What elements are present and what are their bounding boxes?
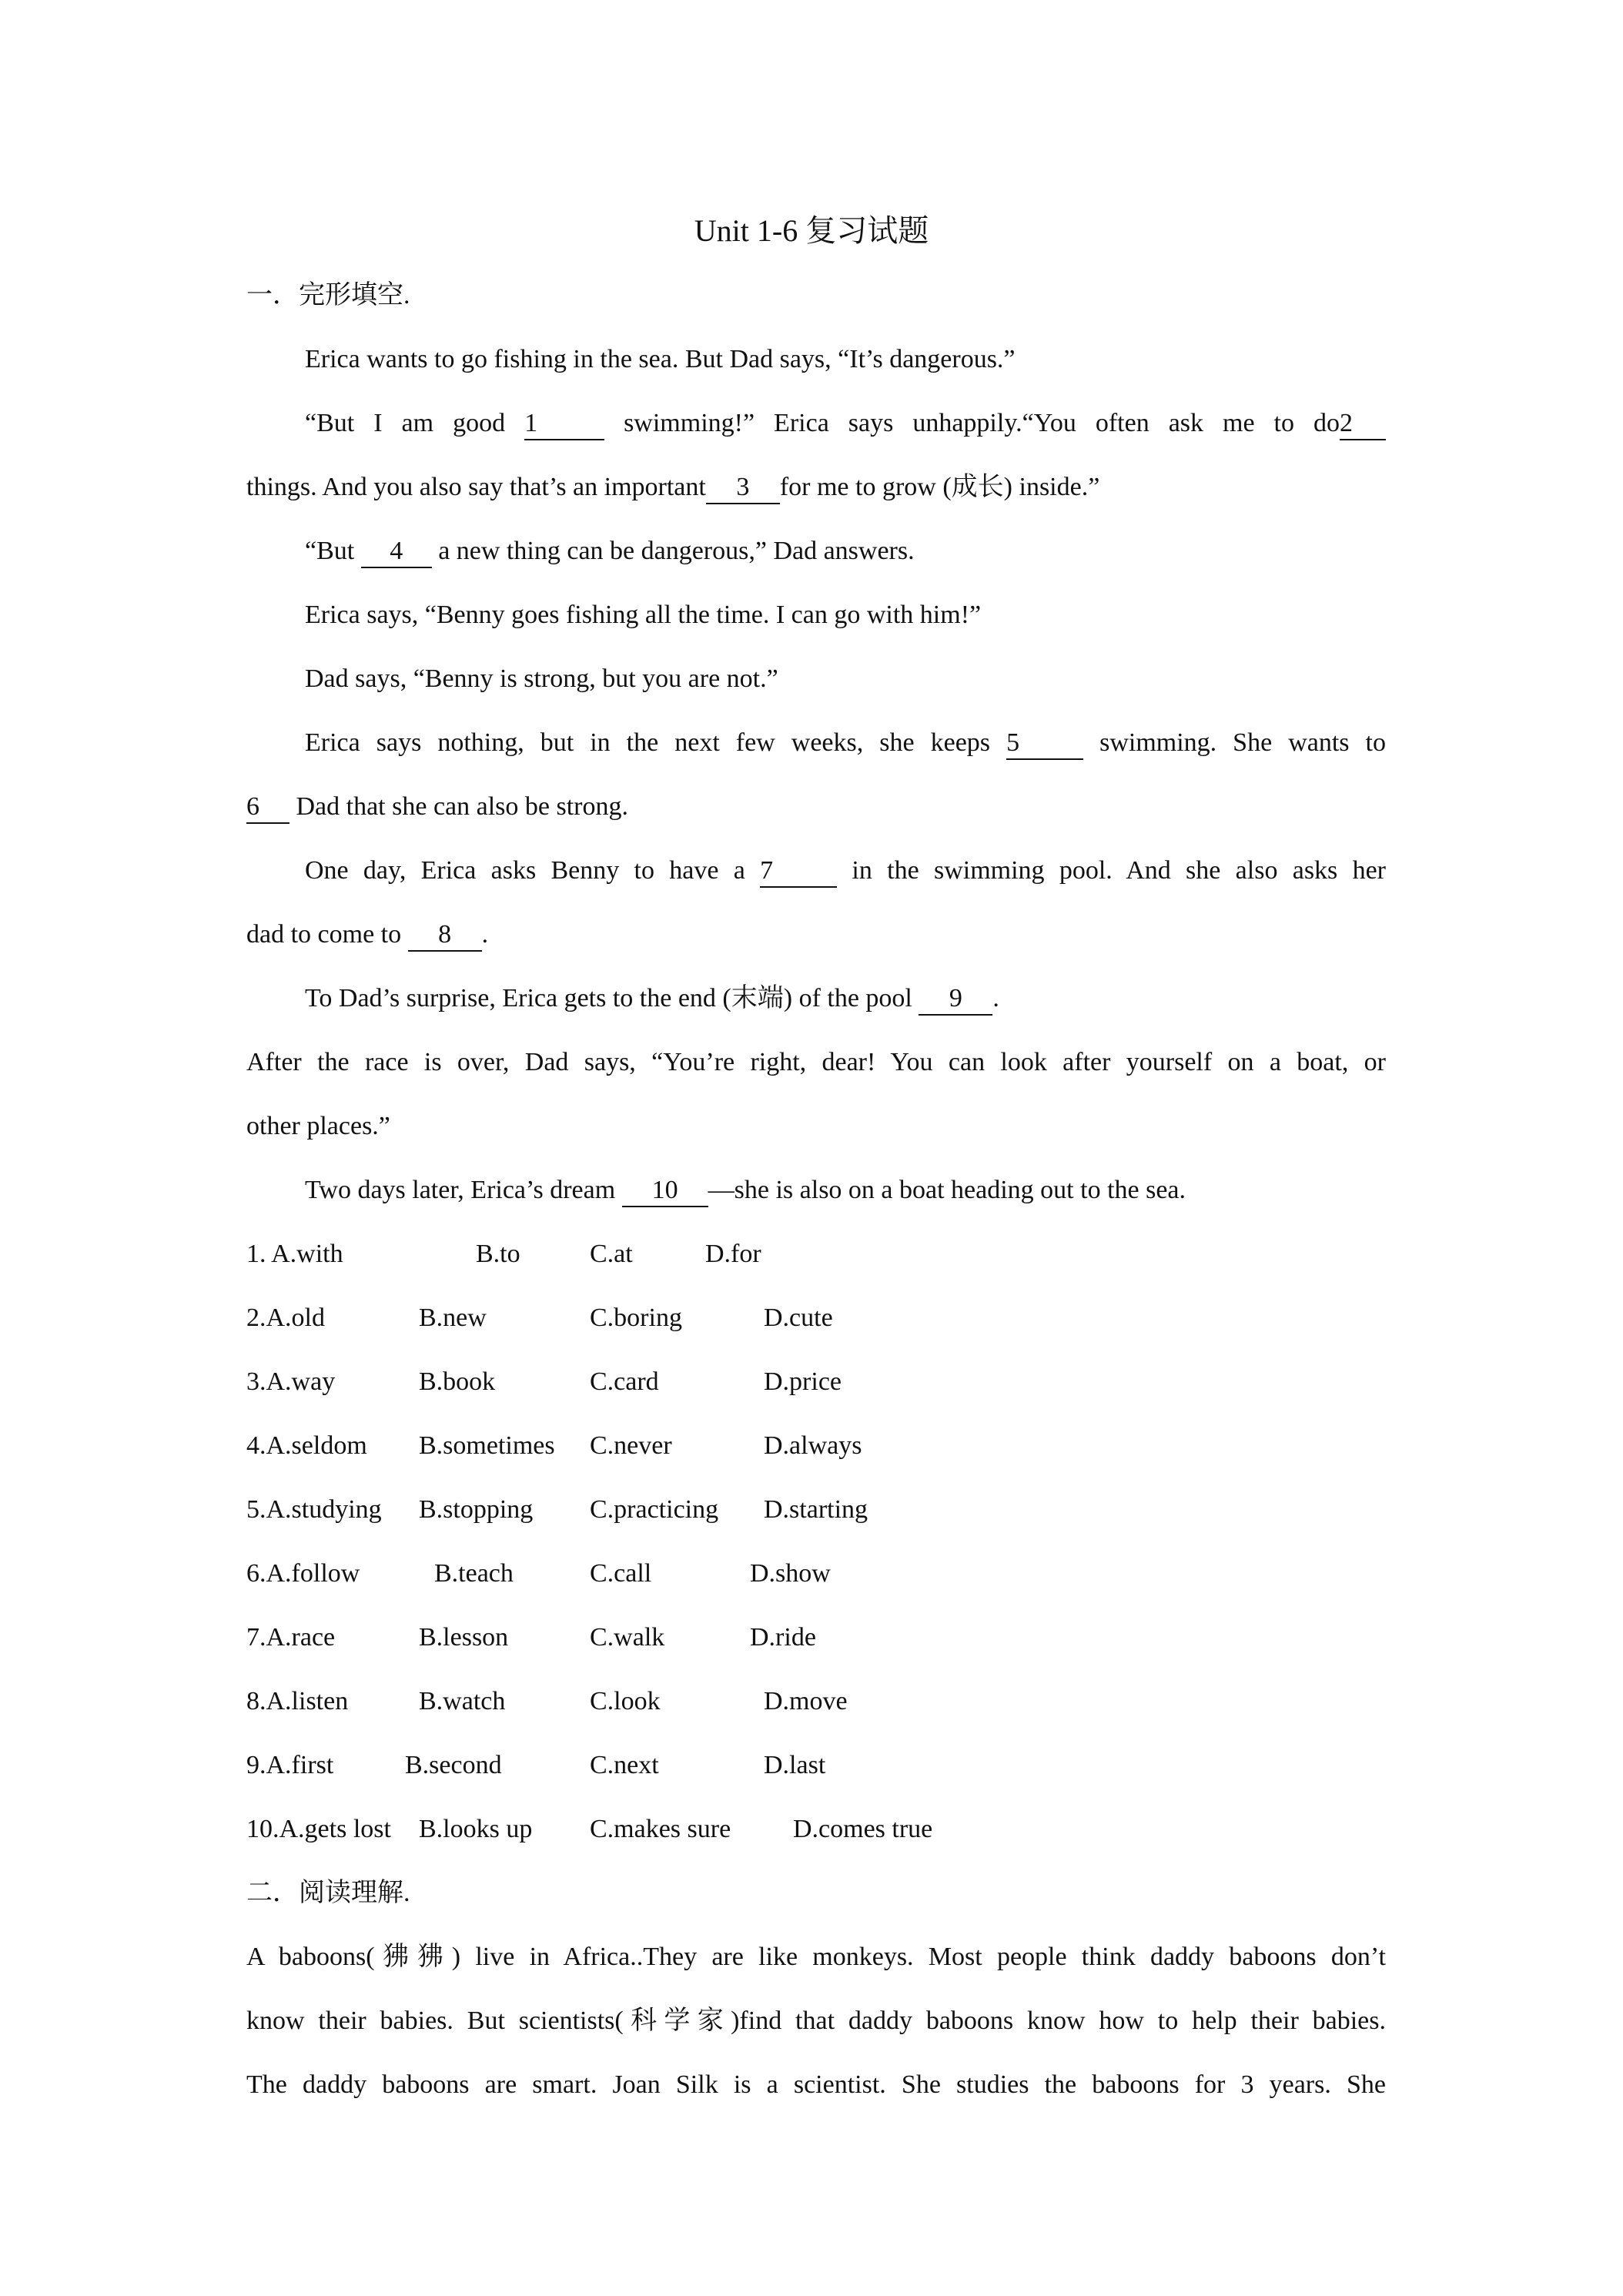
passage-text: for me to grow (成长) inside.” xyxy=(779,473,1100,501)
option-c: C.at xyxy=(590,1240,633,1268)
section-heading-reading: 二．阅读理解. xyxy=(246,1879,410,1907)
passage-line: Erica says, “Benny goes fishing all the time. I can go with him!” xyxy=(305,601,982,629)
option-d: D.last xyxy=(764,1751,826,1779)
blank-2: 2 xyxy=(1340,408,1386,440)
option-b: B.new xyxy=(419,1304,487,1332)
option-c: C.walk xyxy=(590,1623,665,1652)
option-b: B.teach xyxy=(434,1559,514,1588)
option-row xyxy=(246,1300,1386,1337)
passage-line: Erica wants to go fishing in the sea. But Dad says, “It’s dangerous.” xyxy=(305,345,1016,373)
option-d: D.move xyxy=(764,1687,848,1715)
passage-line xyxy=(246,533,1386,570)
passage-text: . xyxy=(992,984,999,1012)
option-a: 3.A.way xyxy=(246,1367,336,1396)
option-c: C.boring xyxy=(590,1304,682,1332)
passage-text: Two days later, Erica’s dream xyxy=(305,1176,616,1204)
option-row xyxy=(246,1491,1386,1528)
passage-line: Dad says, “Benny is strong, but you are not.” xyxy=(305,664,778,693)
option-d: D.cute xyxy=(764,1304,833,1332)
option-c: C.makes sure xyxy=(590,1815,731,1843)
option-b: B.second xyxy=(405,1751,502,1779)
passage-text: One day, Erica asks Benny to have a xyxy=(305,856,745,885)
option-b: B.sometimes xyxy=(419,1431,555,1460)
option-c: C.never xyxy=(590,1431,672,1460)
option-d: D.price xyxy=(764,1367,842,1396)
option-c: C.card xyxy=(590,1367,659,1396)
passage-text: a new thing can be dangerous,” Dad answers. xyxy=(438,537,915,565)
passage-line xyxy=(246,725,1386,761)
passage-line xyxy=(246,980,1386,1017)
passage-text: Dad that she can also be strong. xyxy=(296,792,628,821)
option-a: 7.A.race xyxy=(246,1623,336,1652)
option-b: B.book xyxy=(419,1367,496,1396)
option-row xyxy=(246,1555,1386,1592)
passage-line xyxy=(246,1172,1386,1209)
passage-text: —she is also on a boat heading out to the sea. xyxy=(708,1176,1186,1204)
option-a: 9.A.first xyxy=(246,1751,334,1779)
passage-line xyxy=(246,852,1386,889)
passage-text: in the swimming pool. And she also asks her xyxy=(852,856,1386,885)
passage-text: things. And you also say that’s an important xyxy=(246,473,706,501)
option-b: B.lesson xyxy=(419,1623,509,1652)
option-a: 2.A.old xyxy=(246,1304,325,1332)
blank-3: 3 xyxy=(706,472,780,504)
option-c: C.call xyxy=(590,1559,652,1588)
option-a: 8.A.listen xyxy=(246,1687,349,1715)
option-a: 10.A.gets lost xyxy=(246,1815,391,1843)
reading-line: The daddy baboons are smart. Joan Silk is a scientist. She studies the baboons for 3 years. She xyxy=(246,2070,1386,2099)
option-c: C.practicing xyxy=(590,1495,719,1524)
option-d: D.starting xyxy=(764,1495,868,1524)
option-row xyxy=(246,1364,1386,1401)
blank-9: 9 xyxy=(919,983,992,1016)
option-a: 6.A.follow xyxy=(246,1559,360,1588)
blank-6: 6 xyxy=(246,792,289,824)
option-row xyxy=(246,1236,1386,1273)
reading-line: know their babies. But scientists(科学家)find that daddy baboons know how to help their babies. xyxy=(246,2006,1386,2035)
blank-7: 7 xyxy=(760,855,837,888)
option-row xyxy=(246,1619,1386,1656)
option-b: B.to xyxy=(476,1240,520,1268)
passage-line: other places.” xyxy=(246,1112,390,1140)
passage-text: swimming. She wants to xyxy=(1099,728,1387,757)
option-b: B.stopping xyxy=(419,1495,534,1524)
passage-line xyxy=(246,788,1386,825)
option-d: D.show xyxy=(750,1559,831,1588)
option-a: 1. A.with xyxy=(246,1240,343,1268)
passage-text: . xyxy=(481,920,489,949)
option-d: D.ride xyxy=(750,1623,816,1652)
passage-text: swimming!” Erica says unhappily.“You often ask me to do xyxy=(624,409,1340,437)
passage-text: Erica says nothing, but in the next few weeks, she keeps xyxy=(305,728,991,757)
option-b: B.looks up xyxy=(419,1815,533,1843)
section-heading-cloze: 一．完形填空. xyxy=(246,281,410,310)
blank-1: 1 xyxy=(524,408,604,440)
option-row xyxy=(246,1811,1386,1848)
passage-line xyxy=(246,469,1386,506)
option-c: C.next xyxy=(590,1751,659,1779)
blank-4: 4 xyxy=(361,536,432,568)
option-d: D.for xyxy=(705,1240,761,1268)
passage-line xyxy=(246,916,1386,953)
option-a: 5.A.studying xyxy=(246,1495,382,1524)
option-row xyxy=(246,1683,1386,1720)
blank-10: 10 xyxy=(622,1175,708,1207)
passage-text: dad to come to xyxy=(246,920,402,949)
option-d: D.always xyxy=(764,1431,862,1460)
passage-line xyxy=(246,405,1386,442)
option-row xyxy=(246,1747,1386,1784)
option-a: 4.A.seldom xyxy=(246,1431,367,1460)
passage-text: “But xyxy=(305,537,355,565)
passage-text: To Dad’s surprise, Erica gets to the end (末端) of the pool xyxy=(305,984,912,1012)
blank-5: 5 xyxy=(1006,728,1083,760)
option-d: D.comes true xyxy=(793,1815,933,1843)
blank-8: 8 xyxy=(408,919,482,952)
option-row xyxy=(246,1427,1386,1464)
option-b: B.watch xyxy=(419,1687,506,1715)
option-c: C.look xyxy=(590,1687,661,1715)
reading-line: A baboons(狒狒) live in Africa..They are like monkeys. Most people think daddy baboons don’t xyxy=(246,1943,1386,1971)
passage-text: “But I am good xyxy=(305,409,506,437)
passage-line: After the race is over, Dad says, “You’re right, dear! You can look after yourself on a boat, or xyxy=(246,1048,1386,1076)
document-title: Unit 1-6 复习试题 xyxy=(694,213,929,248)
